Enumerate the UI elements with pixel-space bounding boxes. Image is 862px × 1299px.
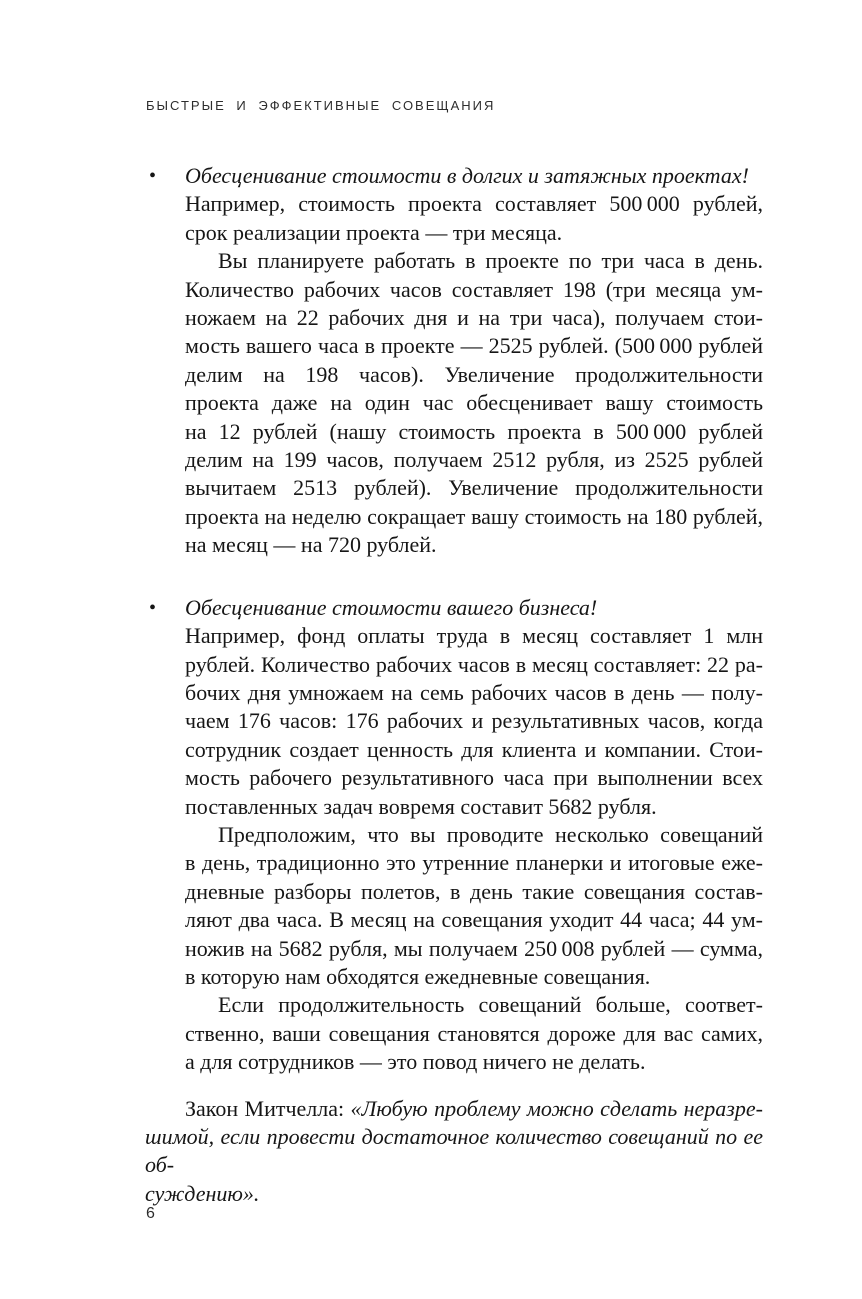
bullet-title: Обесценивание стоимости в долгих и затяжных проектах! [185,163,749,188]
text-line [145,1095,763,1123]
text-line: дневные разборы полетов, в день такие совещания состав- [185,878,763,904]
text-line: в которую нам обходятся ежедневные совещания. [185,963,651,989]
text-line: а для сотрудников — это повод ничего не делать. [185,1049,646,1075]
text-line: Количество рабочих часов составляет 198 (три месяца ум- [185,276,763,302]
text-line: мость рабочего результативного часа при выполнении всех [185,765,763,791]
text-line: проекта на неделю сокращает вашу стоимость на 180 рублей, [185,503,763,529]
text-line: Если продолжительность совещаний больше, соответ- [218,992,763,1018]
text-line: проекта даже на один час обесценивает вашу стоимость [185,390,763,416]
text-line: ножив на 5682 рубля, мы получаем 250 008 рублей — сумма, [185,935,763,961]
text-line [145,1180,763,1208]
bullet-list-item [145,594,763,1077]
text-line [145,1123,763,1180]
text-line: бочих дня умножаем на семь рабочих часов в день — полу- [185,679,763,705]
quote-italic-text: суждению». [145,1180,260,1206]
running-head: БЫСТРЫЕ И ЭФФЕКТИВНЫЕ СОВЕЩАНИЯ [146,98,496,113]
quote-italic-text: «Любую проблему можно сделать неразре- [350,1095,763,1121]
text-line: на 12 рублей (нашу стоимость проекта в 500 000 рублей [185,418,763,444]
text-line: сотрудник создает ценность для клиента и компании. Стои- [185,736,763,762]
bullet-marker: • [149,596,157,619]
text-line: поставленных задач вовремя составит 5682 рубля. [185,793,657,819]
text-line: вычитаем 2513 рублей). Увеличение продолжительности [185,475,763,501]
text-line: чаем 176 часов: 176 рабочих и результативных часов, когда [185,708,763,734]
quote-italic-text: шимой, если провести достаточное количество совещаний по ее об- [145,1124,763,1178]
text-line: на месяц — на 720 рублей. [185,532,437,558]
text-line: срок реализации проекта — три месяца. [185,219,563,245]
text-line: мость вашего часа в проекте — 2525 рублей. (500 000 рублей [185,333,763,359]
text-line: ножаем на 22 рабочих дня и на три часа), получаем стои- [185,305,763,331]
text-line: делим на 199 часов, получаем 2512 рубля, из 2525 рублей [185,447,763,473]
text-line: ляют два часа. В месяц на совещания уходит 44 часа; 44 ум- [185,907,763,933]
plain-text: Закон Митчелла: [185,1095,351,1121]
bullet-title: Обесценивание стоимости вашего бизнеса! [185,594,598,620]
bullet-list-item [145,162,763,560]
text-line: Вы планируете работать в проекте по три часа в день. [218,248,763,274]
text-line: Предположим, что вы проводите несколько совещаний [218,821,763,847]
text-line: Например, стоимость проекта составляет 500 000 рублей, [185,191,763,217]
text-line: делим на 198 часов). Увеличение продолжительности [185,361,763,387]
text-line: Например, фонд оплаты труда в месяц составляет 1 млн [185,623,763,649]
text-line: ственно, ваши совещания становятся дороже для вас самих, [185,1020,763,1046]
bullet-marker: • [149,165,157,187]
page-content [145,162,763,1208]
text-line: в день, традиционно это утренние планерки и итоговые еже- [185,850,763,876]
closing-paragraph [145,1095,763,1209]
text-line: рублей. Количество рабочих часов в месяц составляет: 22 ра- [185,651,763,677]
page-number: 6 [146,1205,155,1222]
